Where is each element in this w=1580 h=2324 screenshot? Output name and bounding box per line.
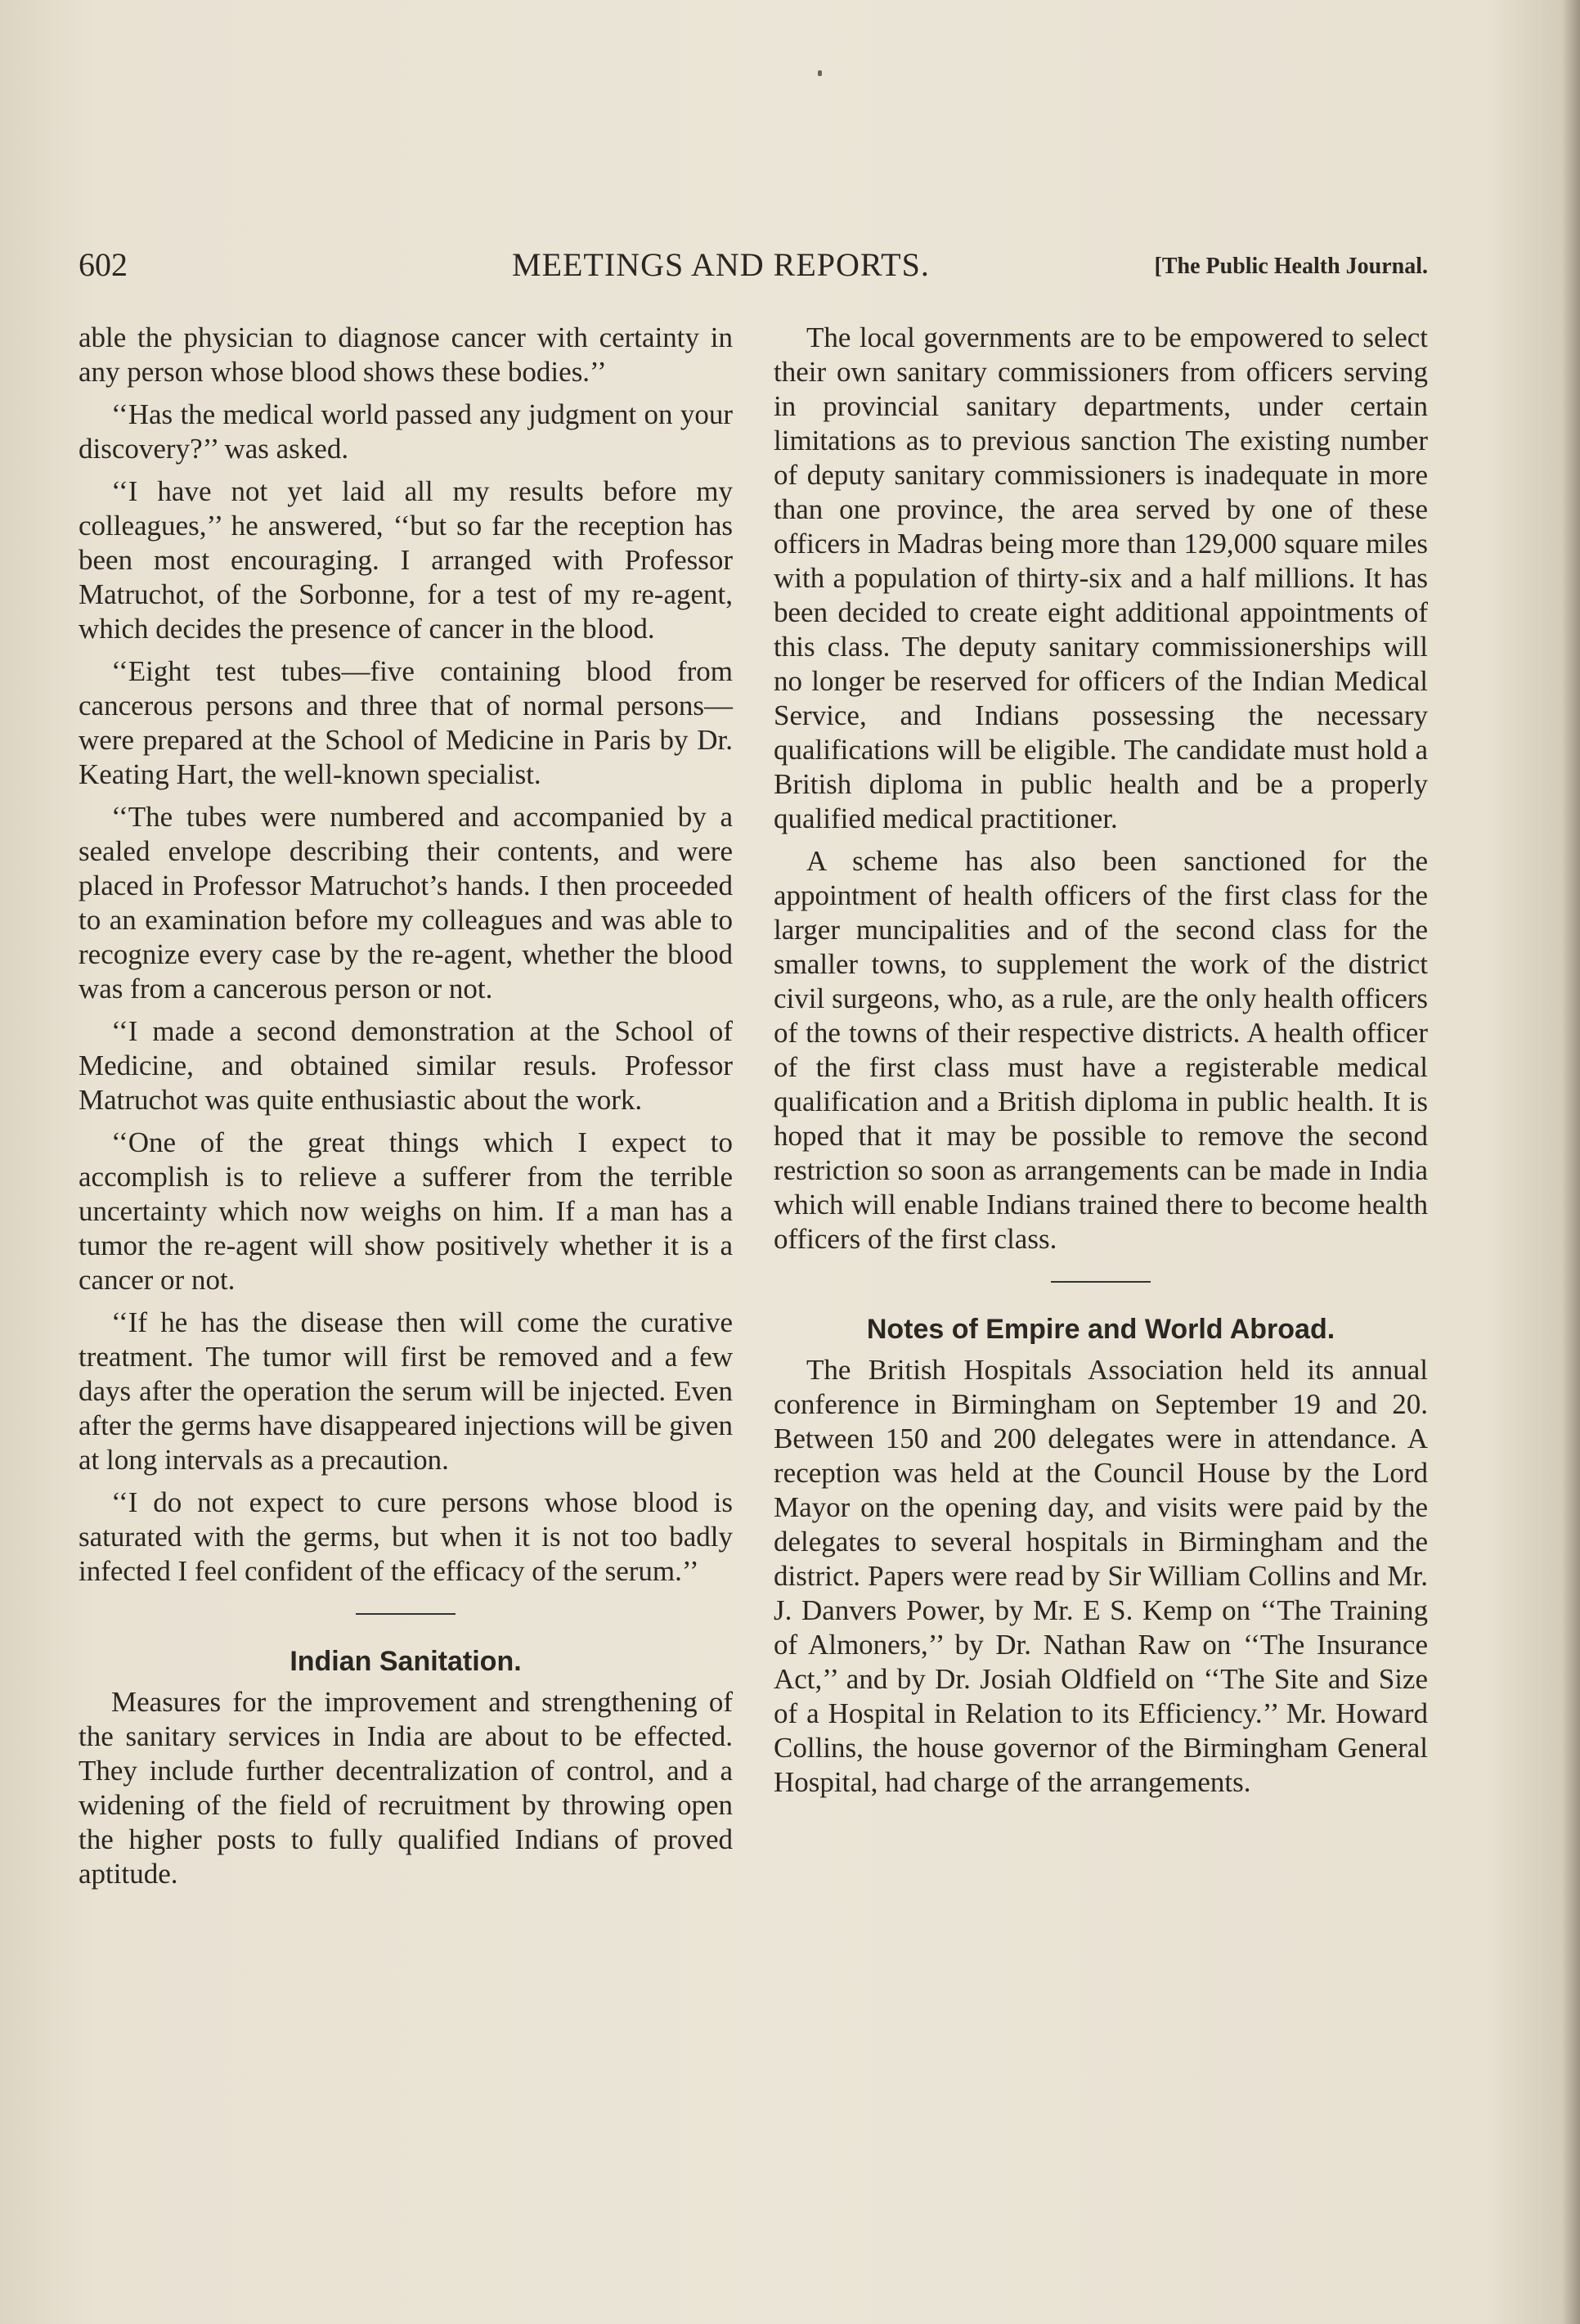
page-number: 602 [79,246,128,283]
page-header [79,245,1428,286]
paragraph: ‘‘Has the medical world passed any judgment on your discovery?’’ was asked. [79,398,733,465]
paragraph: ‘‘The tubes were numbered and accompanied by a sealed envelope describing their contents, and were placed in Professor Matruchot’s hands. I then proceeded to an examination before my colleagues and was able to recognize every case by the re-agent, whether the blood was from a cancerous person or not. [79,801,733,1005]
section-divider [1051,1281,1151,1283]
left-column [79,321,733,1899]
section-heading-notes-of-empire: Notes of Empire and World Abroad. [866,1314,1335,1345]
paragraph: A scheme has also been sanctioned for the appointment of health officers of the first class for the larger muncipalities and of the second class for the smaller towns, to supplement the work of the district civil surgeons, who, as a rule, are the only health officers of the towns of their respective districts. A health officer of the first class must have a registerable medical qualification and a British diploma in public health. It is hoped that it may be possible to remove the second restriction so soon as arrangements can be made in India which will enable Indians trained there to become health officers of the first class. [774,845,1428,1255]
paragraph: able the physician to diagnose cancer with certainty in any person whose blood shows these bodies.’’ [79,321,733,388]
paragraph: Measures for the improvement and strengthening of the sanitary services in India are about to be effected. They include further decentralization of control, and a widening of the field of recruitment by throwing open the higher posts to fully qualified Indians of proved aptitude. [79,1686,733,1890]
page-edge-shadow [1562,0,1580,2324]
section-heading-indian-sanitation: Indian Sanitation. [290,1646,522,1677]
right-column [774,321,1428,1808]
journal-reference: [The Public Health Journal. [1154,254,1428,279]
paragraph: The local governments are to be empowered to select their own sanitary commissioners from officers serving in provincial sanitary departments, under certain limitations as to previous sanction The existing number of deputy sanitary commissioners is inadequate in more than one province, the area served by one of these officers in Madras being more than 129,000 square miles with a population of thirty-six and a half millions. It has been decided to create eight additional appointments of this class. The deputy sanitary commissionerships will no longer be reserved for officers of the Indian Medical Service, and Indians possessing the necessary qualifications will be eligible. The candidate must hold a British diploma in public health and be a properly qualified medical practitioner. [774,321,1428,834]
paragraph: ‘‘I do not expect to cure persons whose blood is saturated with the germs, but when it is not too badly infected I feel confident of the efficacy of the serum.’’ [79,1486,733,1587]
paragraph: ‘‘Eight test tubes—five containing blood from cancerous persons and three that of normal persons—were prepared at the School of Medicine in Paris by Dr. Keating Hart, the well-known specialist. [79,655,733,790]
section-divider [356,1613,456,1615]
ink-speck [818,70,822,76]
paragraph: ‘‘I have not yet laid all my results before my colleagues,’’ he answered, ‘‘but so far the reception has been most encouraging. I arranged with Professor Matruchot, of the Sorbonne, for a test of my re-agent, which decides the presence of cancer in the blood. [79,475,733,645]
paragraph: ‘‘One of the great things which I expect to accomplish is to relieve a sufferer from the terrible uncertainty which now weighs on him. If a man has a tumor the re-agent will show positively whether it is a cancer or not. [79,1126,733,1296]
paragraph: The British Hospitals Association held its annual conference in Birmingham on September 19 and 20. Between 150 and 200 delegates were in attendance. A reception was held at the Council House by the Lord Mayor on the opening day, and visits were paid by the delegates to several hospitals in Birmingham and the district. Papers were read by Sir William Collins and Mr. J. Danvers Power, by Mr. E S. Kemp on ‘‘The Training of Almoners,’’ by Dr. Nathan Raw on ‘‘The Insurance Act,’’ and by Dr. Josiah Oldfield on ‘‘The Site and Size of a Hospital in Relation to its Efficiency.’’ Mr. Howard Collins, the house governor of the Birmingham General Hospital, had charge of the arrangements. [774,1354,1428,1798]
paragraph: ‘‘I made a second demonstration at the School of Medicine, and obtained similar resuls. Professor Matruchot was quite enthusiastic about the work. [79,1015,733,1116]
running-title: MEETINGS AND REPORTS. [512,246,930,283]
paragraph: ‘‘If he has the disease then will come the curative treatment. The tumor will first be removed and a few days after the operation the serum will be injected. Even after the germs have disappeared injections will be given at long intervals as a precaution. [79,1306,733,1476]
